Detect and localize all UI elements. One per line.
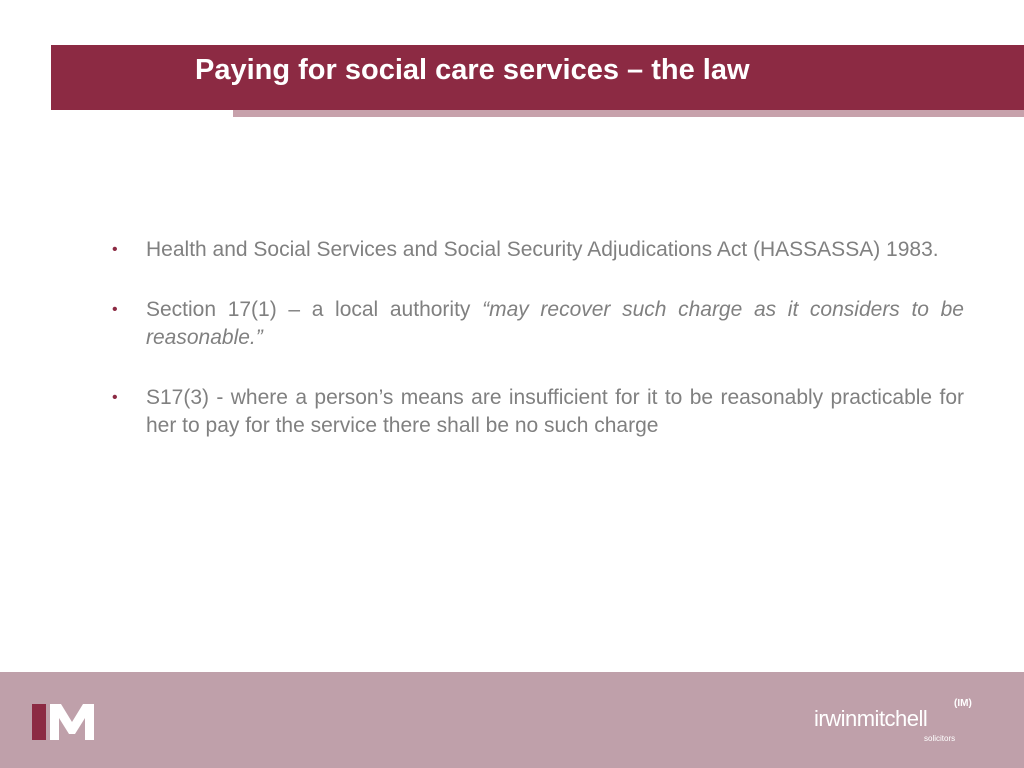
bullet-item-hassassa (112, 236, 964, 264)
bullet-dot: • (112, 389, 118, 406)
footer-bar (0, 672, 1024, 768)
bullet-text: S17(3) - where a person’s means are insufficient for it to be reasonably practicable for her to pay for the service there shall be no such charge (146, 386, 964, 437)
bullet-dot: • (112, 301, 118, 318)
im-logo-m-icon (50, 704, 94, 740)
bullet-text: Health and Social Services and Social Security Adjudications Act (HASSASSA) 1983. (146, 238, 939, 261)
brand-logo (814, 698, 984, 748)
brand-name: irwinmitchell (814, 706, 928, 731)
bullet-quote: “may recover such charge as it considers to be reasonable.” (146, 298, 964, 349)
bullet-list (112, 236, 964, 472)
slide-title: Paying for social care services – the law (195, 54, 750, 86)
brand-badge: (IM) (954, 698, 972, 709)
im-logo (32, 704, 94, 740)
im-logo-bar (32, 704, 46, 740)
brand-subtitle: solicitors (924, 734, 956, 743)
bullet-dot: • (112, 241, 118, 258)
bullet-item-s17-3 (112, 384, 964, 440)
bullet-text: Section 17(1) – a local authority (146, 298, 483, 321)
title-underline (233, 110, 1024, 117)
bullet-item-section-17-1 (112, 296, 964, 352)
